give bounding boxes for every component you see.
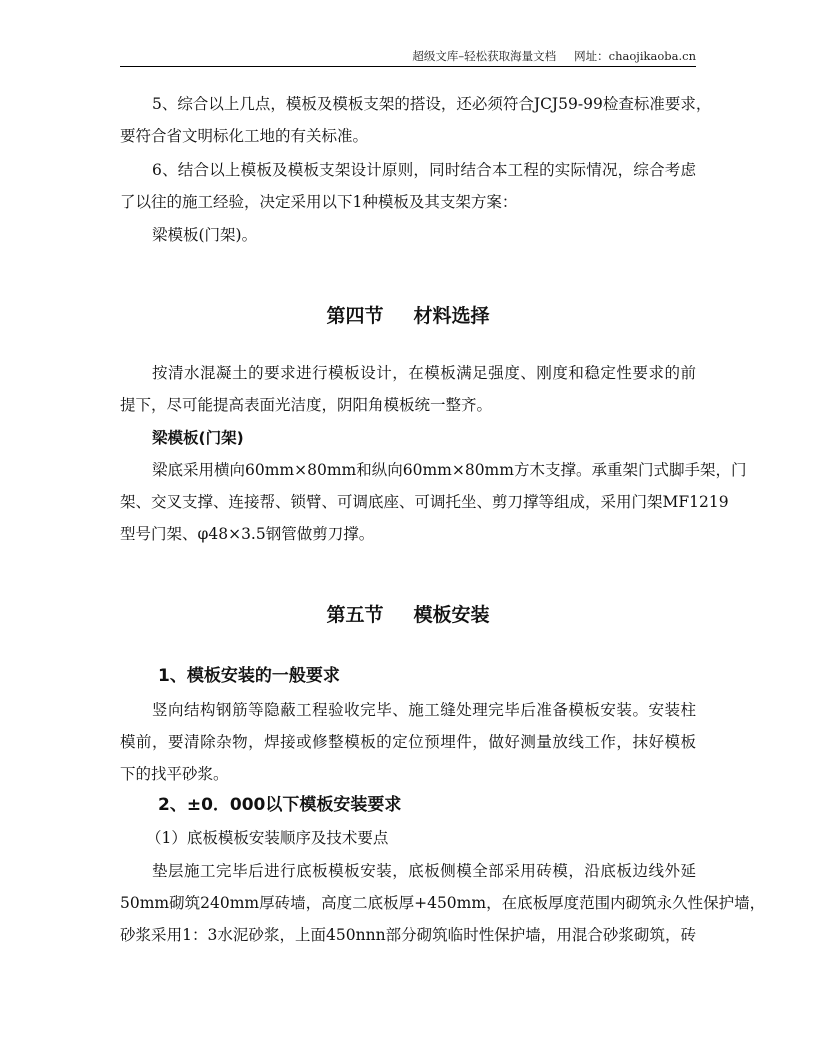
- paragraph-line: 竖向结构钢筋等隐蔽工程验收完毕、施工缝处理完毕后准备模板安装。安装柱: [152, 701, 696, 719]
- paragraph-line: 50mm砌筑240mm厚砖墙，高度二底板厚+450mm，在底板厚度范围内砌筑永久性保护墙，: [120, 894, 766, 912]
- paragraph-line: 模前，要清除杂物，焊接或修整模板的定位预埋件，做好测量放线工作，抹好模板: [120, 733, 696, 751]
- section-heading-4: [120, 301, 696, 328]
- paragraph-line: 型号门架、φ48×3.5钢管做剪刀撑。: [120, 525, 375, 543]
- paragraph-line: 按清水混凝土的要求进行模板设计，在模板满足强度、刚度和稳定性要求的前: [152, 364, 696, 382]
- header-site: 超级文库–轻松获取海量文档: [412, 49, 557, 63]
- header-url: 网址：chaojikaoba.cn: [574, 49, 696, 63]
- paragraph-line: 5、综合以上几点，模板及模板支架的搭设，还必须符合JCJ59-99检查标准要求，: [152, 95, 712, 113]
- paragraph-line: 架、交叉支撑、连接帮、锁臂、可调底座、可调托坐、剪刀撑等组成，采用门架MF1219: [120, 493, 729, 511]
- paragraph-line: 要符合省文明标化工地的有关标准。: [120, 127, 369, 145]
- section-heading-5: [120, 600, 696, 627]
- paragraph-line: 6、结合以上模板及模板支架设计原则，同时结合本工程的实际情况，综合考虑: [152, 161, 696, 179]
- paragraph-line: 下的找平砂浆。: [120, 765, 229, 783]
- paragraph-line: 了以往的施工经验，决定采用以下1种模板及其支架方案：: [120, 193, 518, 211]
- subheading: 梁模板(门架): [152, 429, 244, 447]
- section-title: 模板安装: [413, 604, 490, 626]
- paragraph-line: 垫层施工完毕后进行底板模板安装，底板侧模全部采用砖模，沿底板边线外延: [152, 862, 696, 880]
- paragraph-line: 梁模板(门架)。: [152, 226, 258, 244]
- header-rule: [120, 66, 696, 67]
- section-number: 第五节: [326, 604, 384, 626]
- paragraph-line: 提下，尽可能提高表面光洁度，阴阳角模板统一整齐。: [120, 396, 493, 414]
- subheading: 2、±0．000以下模板安装要求: [158, 795, 402, 815]
- paragraph-line: 梁底采用横向60mm×80mm和纵向60mm×80mm方木支撑。承重架门式脚手架，门: [152, 461, 747, 479]
- subheading: 1、模板安装的一般要求: [158, 666, 340, 686]
- sub-subheading: （1）底板模板安装顺序及技术要点: [146, 829, 389, 847]
- paragraph-line: 砂浆采用1：3水泥砂浆，上面450nnn部分砌筑临时性保护墙，用混合砂浆砌筑，砖: [120, 926, 696, 944]
- section-title: 材料选择: [413, 305, 490, 327]
- section-number: 第四节: [326, 305, 384, 327]
- page-header: [120, 48, 696, 64]
